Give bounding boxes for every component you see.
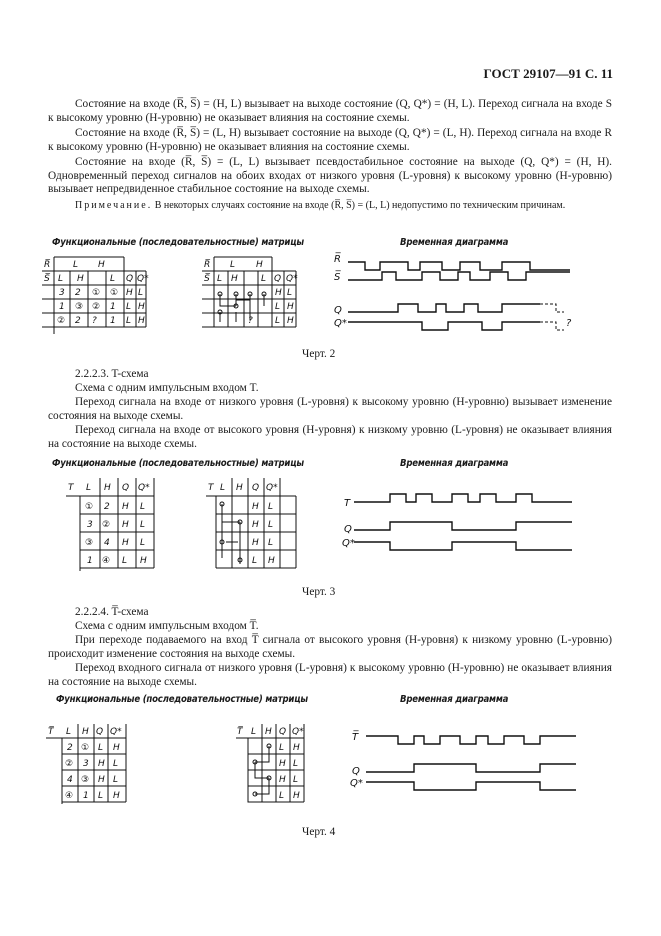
cell: H bbox=[126, 288, 133, 298]
hdr-tbar: T̅ bbox=[48, 727, 54, 737]
cell: L bbox=[113, 759, 119, 769]
cell: 2 bbox=[75, 288, 81, 298]
fig4-matrix-a bbox=[44, 722, 132, 806]
s-l2: L bbox=[261, 274, 267, 284]
cell: L bbox=[279, 791, 285, 801]
cell: L bbox=[140, 538, 146, 548]
r-h: H bbox=[256, 260, 263, 270]
page-header: ГОСТ 29107—91 С. 11 bbox=[483, 66, 613, 81]
unknown-timing: ? bbox=[566, 318, 572, 329]
fig3-matrix-a bbox=[64, 476, 164, 574]
hdr-q: Q bbox=[122, 483, 130, 493]
cell: H bbox=[138, 316, 145, 326]
heading-t-scheme: 2.2.2.3. T-схема bbox=[75, 368, 149, 380]
cell: H bbox=[122, 520, 129, 530]
cell: L bbox=[293, 775, 299, 785]
cell: L bbox=[140, 502, 146, 512]
cell: ① bbox=[110, 288, 119, 298]
cell: H bbox=[268, 556, 275, 566]
hdr-t: T bbox=[68, 483, 74, 493]
r-label: R̅ bbox=[44, 260, 51, 270]
cell: 3 bbox=[87, 520, 93, 530]
caption-fig4: Черт. 4 bbox=[302, 826, 336, 838]
paragraph-t-1: Схема с одним импульсным входом T. bbox=[75, 382, 259, 394]
cell: H bbox=[279, 759, 286, 769]
sig-t: T bbox=[344, 498, 351, 509]
cell: 4 bbox=[104, 538, 110, 548]
hdr-qstar: Q* bbox=[292, 727, 304, 737]
s-h: H bbox=[77, 274, 84, 284]
col-q: Q bbox=[126, 274, 134, 284]
paragraph-tbar-3: Переход входного сигнала от низкого уровня (L-уровня) к высокому уровню (H-уровню) не оказывает влияния на состояние на выходе схемы. bbox=[48, 662, 612, 688]
fig3-timing bbox=[340, 484, 580, 554]
fig2-matrix-b bbox=[200, 252, 300, 336]
paragraph-t-2: Переход сигнала на входе от низкого уровня (L-уровня) к высокому уровню (H-уровню) вызывает изменение состояния на выходе схемы. bbox=[48, 396, 612, 422]
s-l1: L bbox=[217, 274, 223, 284]
fig4-timing bbox=[348, 726, 588, 796]
hdr-qstar: Q* bbox=[266, 483, 278, 493]
fig3-matrix-b bbox=[204, 476, 300, 574]
note bbox=[48, 200, 612, 212]
sig-qstar: Q* bbox=[350, 778, 363, 789]
cell: H bbox=[275, 288, 282, 298]
cell: L bbox=[138, 288, 144, 298]
hdr-h: H bbox=[265, 727, 272, 737]
cell: 1 bbox=[83, 791, 89, 801]
cell: ④ bbox=[102, 556, 111, 566]
matrices-label-fig4: Функциональные (последовательностные) матрицы bbox=[56, 694, 308, 705]
cell: H bbox=[98, 775, 105, 785]
cell: H bbox=[122, 502, 129, 512]
cell: ③ bbox=[75, 302, 84, 312]
fig3-rows bbox=[85, 502, 147, 566]
col-qstar: Q* bbox=[137, 274, 149, 284]
r-h: H bbox=[98, 260, 105, 270]
cell: 1 bbox=[87, 556, 93, 566]
paragraph-t-3: Переход сигнала на входе от высокого уровня (H-уровня) к низкому уровню (L-уровня) не оказывает влияния на состояние на выходе схемы. bbox=[48, 424, 612, 450]
cell: H bbox=[138, 302, 145, 312]
timing-label-fig4: Временная диаграмма bbox=[400, 694, 509, 705]
hdr-h: H bbox=[236, 483, 243, 493]
cell: H bbox=[279, 775, 286, 785]
cell: ② bbox=[65, 759, 74, 769]
sig-qstar: Q* bbox=[334, 318, 347, 329]
cell: L bbox=[287, 288, 293, 298]
hdr-q: Q bbox=[252, 483, 260, 493]
cell: L bbox=[122, 556, 128, 566]
sig-q: Q bbox=[334, 305, 342, 316]
cell: 4 bbox=[67, 775, 73, 785]
sig-q: Q bbox=[344, 524, 352, 535]
cell: 2 bbox=[67, 743, 73, 753]
paragraph-rs-hl: Состояние на входе (R̅, S̅) = (H, L) вызывает на выходе состояние (Q, Q*) = (H, L). Переход сигнала на входе S к высокому уровню (H-уровню) не оказывает влияния на состояние схемы. bbox=[48, 98, 612, 124]
cell: L bbox=[293, 759, 299, 769]
hdr-l: L bbox=[86, 483, 92, 493]
sig-q: Q bbox=[352, 766, 360, 777]
cell: L bbox=[268, 538, 274, 548]
hdr-q: Q bbox=[96, 727, 104, 737]
cell: L bbox=[98, 791, 104, 801]
hdr-t: T bbox=[208, 483, 214, 493]
cell: ③ bbox=[81, 775, 90, 785]
cell: L bbox=[268, 502, 274, 512]
cell: L bbox=[252, 556, 258, 566]
cell: L bbox=[275, 302, 281, 312]
fig4-rows bbox=[65, 743, 120, 801]
col-q: Q bbox=[274, 274, 282, 284]
cell: 1 bbox=[59, 302, 65, 312]
cell: L bbox=[126, 302, 132, 312]
heading-tbar-scheme: 2.2.2.4. T̅-схема bbox=[75, 606, 149, 618]
cell: H bbox=[287, 302, 294, 312]
r-l: L bbox=[73, 260, 79, 270]
matrices-label-fig2: Функциональные (последовательностные) матрицы bbox=[52, 237, 304, 248]
paragraph-rs-lh: Состояние на входе (R̅, S̅) = (L, H) вызывает состояние на выходе (Q, Q*) = (L, H). Переход сигнала на входе R к высокому уровню (H-уровню) не оказывает влияния на состояние схемы. bbox=[48, 127, 612, 153]
hdr-q: Q bbox=[279, 727, 287, 737]
cell: L bbox=[268, 520, 274, 530]
hdr-l: L bbox=[251, 727, 257, 737]
cell: ? bbox=[92, 316, 97, 326]
hdr-h: H bbox=[104, 483, 111, 493]
timing-label-fig3: Временная диаграмма bbox=[400, 458, 509, 469]
sig-s: S̅ bbox=[334, 272, 341, 283]
cell: ② bbox=[92, 302, 101, 312]
cell: H bbox=[140, 556, 147, 566]
cell: H bbox=[113, 743, 120, 753]
note-head: Примечание. bbox=[75, 200, 153, 211]
note-body: В некоторых случаях состояние на входе (R̅, S̅) = (L, L) недопустимо по техническим причинам. bbox=[152, 200, 566, 211]
cell: H bbox=[113, 791, 120, 801]
sig-tbar: T̅ bbox=[352, 732, 359, 743]
cell: 1 bbox=[110, 302, 116, 312]
cell: H bbox=[293, 791, 300, 801]
s-l2: L bbox=[110, 274, 116, 284]
hdr-tbar: T̅ bbox=[237, 727, 243, 737]
paragraph-tbar-1: Схема с одним импульсным входом T̅. bbox=[75, 620, 259, 632]
fig2-matrix-a bbox=[40, 252, 158, 334]
hdr-l: L bbox=[66, 727, 72, 737]
cell: ① bbox=[85, 502, 94, 512]
cell: L bbox=[113, 775, 119, 785]
paragraph-rs-ll: Состояние на входе (R̅, S̅) = (L, L) вызывает псевдостабильное состояние на выходе (Q, Q*) = (H, H). Одновременный переход сигналов на обоих входах от низкого уровня (L-уровня) к высокому уровню (H-уровню) вызывает непредвиденное стабильное состояние на выходе схемы. bbox=[48, 156, 612, 196]
matrices-label-fig3: Функциональные (последовательностные) матрицы bbox=[52, 458, 304, 469]
cell: 2 bbox=[104, 502, 110, 512]
s-label: S̅ bbox=[44, 274, 50, 284]
cell: H bbox=[252, 538, 259, 548]
sig-r: R̅ bbox=[334, 254, 341, 265]
s-l1: L bbox=[58, 274, 64, 284]
cell: L bbox=[279, 743, 285, 753]
cell: H bbox=[252, 502, 259, 512]
cell: H bbox=[98, 759, 105, 769]
cell: ③ bbox=[85, 538, 94, 548]
r-label: R̅ bbox=[204, 260, 211, 270]
cell: L bbox=[126, 316, 132, 326]
hdr-qstar: Q* bbox=[110, 727, 122, 737]
sig-qstar: Q* bbox=[342, 538, 355, 549]
cell: ① bbox=[81, 743, 90, 753]
fig4-matrix-b bbox=[234, 722, 310, 806]
cell: H bbox=[122, 538, 129, 548]
hdr-l: L bbox=[220, 483, 226, 493]
cell: L bbox=[275, 316, 281, 326]
col-qstar: Q* bbox=[286, 274, 298, 284]
hdr-h: H bbox=[82, 727, 89, 737]
r-l: L bbox=[230, 260, 236, 270]
paragraph-tbar-2: При переходе подаваемого на вход T̅ сигнала от высокого уровня (H-уровня) к низкому уровню (L-уровню) происходит изменение состояния на выходе схемы. bbox=[48, 634, 612, 660]
cell: H bbox=[287, 316, 294, 326]
cell: L bbox=[140, 520, 146, 530]
caption-fig2: Черт. 2 bbox=[302, 348, 336, 360]
cell: ② bbox=[57, 316, 66, 326]
cell: H bbox=[293, 743, 300, 753]
cell: ② bbox=[102, 520, 111, 530]
cell: 3 bbox=[83, 759, 89, 769]
cell: 3 bbox=[59, 288, 65, 298]
cell: 1 bbox=[110, 316, 116, 326]
cell: ④ bbox=[65, 791, 74, 801]
hdr-qstar: Q* bbox=[138, 483, 150, 493]
caption-fig3: Черт. 3 bbox=[302, 586, 336, 598]
unknown-cell: ? bbox=[248, 316, 253, 326]
s-h: H bbox=[231, 274, 238, 284]
s-label: S̅ bbox=[204, 274, 210, 284]
cell: 2 bbox=[75, 316, 81, 326]
cell: L bbox=[98, 743, 104, 753]
fig2-timing bbox=[330, 250, 580, 336]
cell: H bbox=[252, 520, 259, 530]
cell: ① bbox=[92, 288, 101, 298]
timing-label-fig2: Временная диаграмма bbox=[400, 237, 509, 248]
